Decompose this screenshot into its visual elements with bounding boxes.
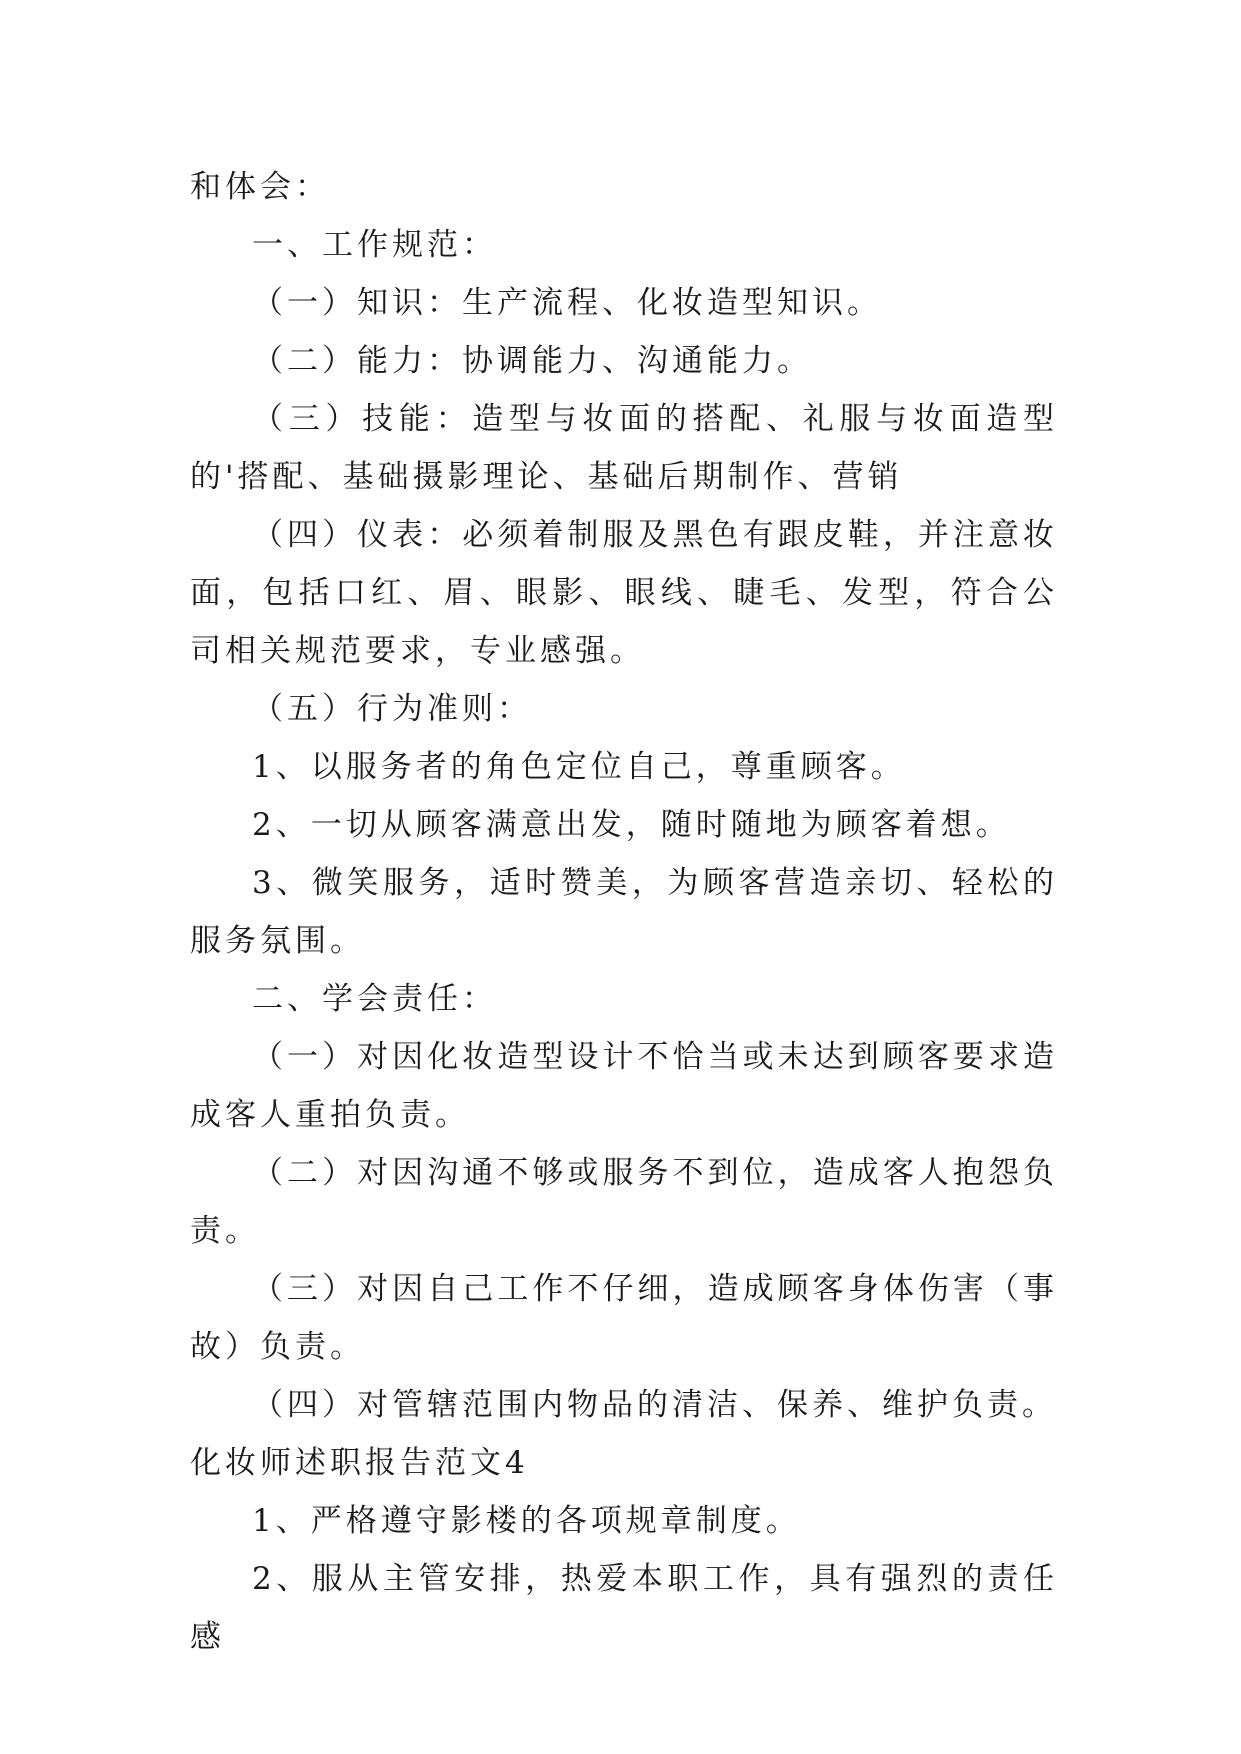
- paragraph-skills: （三）技能：造型与妆面的搭配、礼服与妆面造型的'搭配、基础摄影理论、基础后期制作、营销: [190, 401, 1058, 495]
- paragraph-ability: （二）能力：协调能力、沟通能力。: [252, 343, 812, 379]
- list-item-conduct-3: 3、微笑服务，适时赞美，为顾客营造亲切、轻松的服务氛围。: [190, 865, 1058, 959]
- list-item-rule-1: 1、严格遵守影楼的各项规章制度。: [252, 1503, 801, 1539]
- paragraph-responsibility-4: （四）对管辖范围内物品的清洁、保养、维护负责。: [252, 1387, 1057, 1423]
- paragraph-responsibility-2: （二）对因沟通不够或服务不到位，造成客人抱怨负责。: [190, 1155, 1058, 1249]
- list-item-conduct-2: 2、一切从顾客满意出发，随时随地为顾客着想。: [252, 807, 1011, 843]
- paragraph-conduct-heading: （五）行为准则：: [252, 691, 532, 727]
- document-body: [190, 158, 1058, 1666]
- document-title-sample-4: 化妆师述职报告范文4: [190, 1445, 529, 1481]
- section-heading-work-standards: 一、工作规范：: [252, 227, 497, 263]
- paragraph-intro-tail: 和体会：: [190, 169, 330, 205]
- paragraph-responsibility-3: （三）对因自己工作不仔细，造成顾客身体伤害（事故）负责。: [190, 1271, 1058, 1365]
- section-heading-responsibility: 二、学会责任：: [252, 981, 497, 1017]
- paragraph-responsibility-1: （一）对因化妆造型设计不恰当或未达到顾客要求造成客人重拍负责。: [190, 1039, 1058, 1133]
- list-item-conduct-1: 1、以服务者的角色定位自己，尊重顾客。: [252, 749, 906, 785]
- list-item-rule-2: 2、服从主管安排，热爱本职工作，具有强烈的责任感: [190, 1561, 1058, 1655]
- paragraph-knowledge: （一）知识：生产流程、化妆造型知识。: [252, 285, 882, 321]
- paragraph-appearance: （四）仪表：必须着制服及黑色有跟皮鞋，并注意妆面，包括口红、眉、眼影、眼线、睫毛、发型，符合公司相关规范要求，专业感强。: [190, 517, 1058, 669]
